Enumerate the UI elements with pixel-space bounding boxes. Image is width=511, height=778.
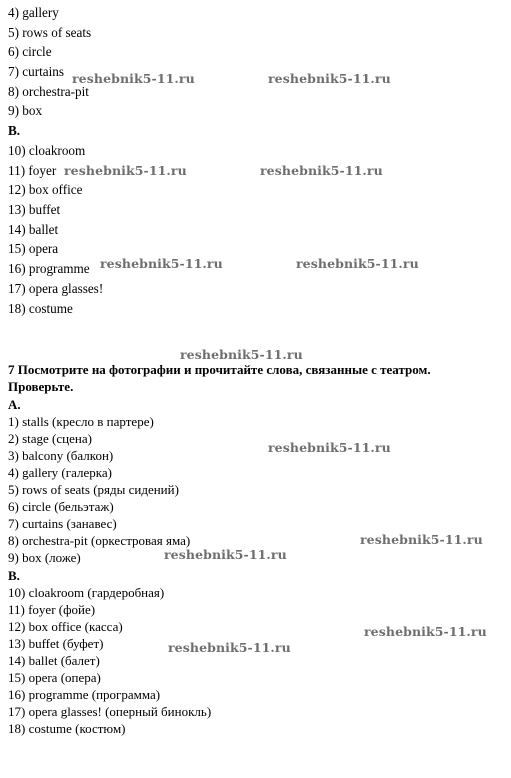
list-item: 6) circle [8, 44, 52, 59]
task-heading: 7 Посмотрите на фотографии и прочитайте слова, связанные с театром. [8, 362, 431, 377]
watermark: reshebnik5-11.ru [100, 256, 223, 271]
watermark: reshebnik5-11.ru [168, 640, 291, 655]
watermark: reshebnik5-11.ru [296, 256, 419, 271]
watermark: reshebnik5-11.ru [164, 547, 287, 562]
list-item: 11) foyer [8, 163, 57, 178]
list-item: 2) stage (сцена) [8, 431, 92, 446]
list-item: 10) cloakroom [8, 143, 86, 158]
watermark: reshebnik5-11.ru [364, 624, 487, 639]
list-item: 13) buffet (буфет) [8, 636, 104, 651]
list-item: 4) gallery [8, 5, 59, 20]
list-item: 12) box office [8, 182, 83, 197]
list-item: 16) programme [8, 261, 90, 276]
section-label: B. [8, 123, 21, 138]
task-subheading: Проверьте. [8, 379, 74, 394]
list-item: 12) box office (касса) [8, 619, 123, 634]
list-item: 18) costume [8, 301, 73, 316]
section-label-a: A. [8, 397, 21, 412]
watermark: reshebnik5-11.ru [268, 71, 391, 86]
watermark: reshebnik5-11.ru [72, 71, 195, 86]
list-item: 5) rows of seats (ряды сидений) [8, 482, 179, 497]
list-item: 11) foyer (фойе) [8, 602, 96, 617]
list-item: 9) box (ложе) [8, 550, 81, 565]
list-item: 14) ballet (балет) [8, 653, 100, 668]
list-item: 16) programme (программа) [8, 687, 161, 702]
list-item: 8) orchestra-pit (оркестровая яма) [8, 533, 191, 548]
list-item: 15) opera [8, 241, 59, 256]
list-item: 6) circle (бельэтаж) [8, 499, 114, 514]
list-item: 3) balcony (балкон) [8, 448, 114, 463]
list-item: 7) curtains [8, 64, 65, 79]
watermark: reshebnik5-11.ru [180, 347, 303, 362]
watermark: reshebnik5-11.ru [260, 163, 383, 178]
list-item: 8) orchestra-pit [8, 84, 89, 99]
section-label-b: B. [8, 568, 20, 583]
list-item: 15) opera (опера) [8, 670, 101, 685]
watermark: reshebnik5-11.ru [268, 440, 391, 455]
list-item: 7) curtains (занавес) [8, 516, 117, 531]
list-item: 17) opera glasses! (оперный бинокль) [8, 704, 212, 719]
list-item: 10) cloakroom (гардеробная) [8, 585, 165, 600]
list-item: 18) costume (костюм) [8, 721, 126, 736]
list-item: 4) gallery (галерка) [8, 465, 112, 480]
list-item: 14) ballet [8, 222, 59, 237]
watermark: reshebnik5-11.ru [360, 532, 483, 547]
list-item: 1) stalls (кресло в партере) [8, 414, 154, 429]
list-item: 9) box [8, 103, 43, 118]
list-item: 13) buffet [8, 202, 61, 217]
list-item: 5) rows of seats [8, 25, 92, 40]
list-item: 17) opera glasses! [8, 281, 104, 296]
watermark: reshebnik5-11.ru [64, 163, 187, 178]
